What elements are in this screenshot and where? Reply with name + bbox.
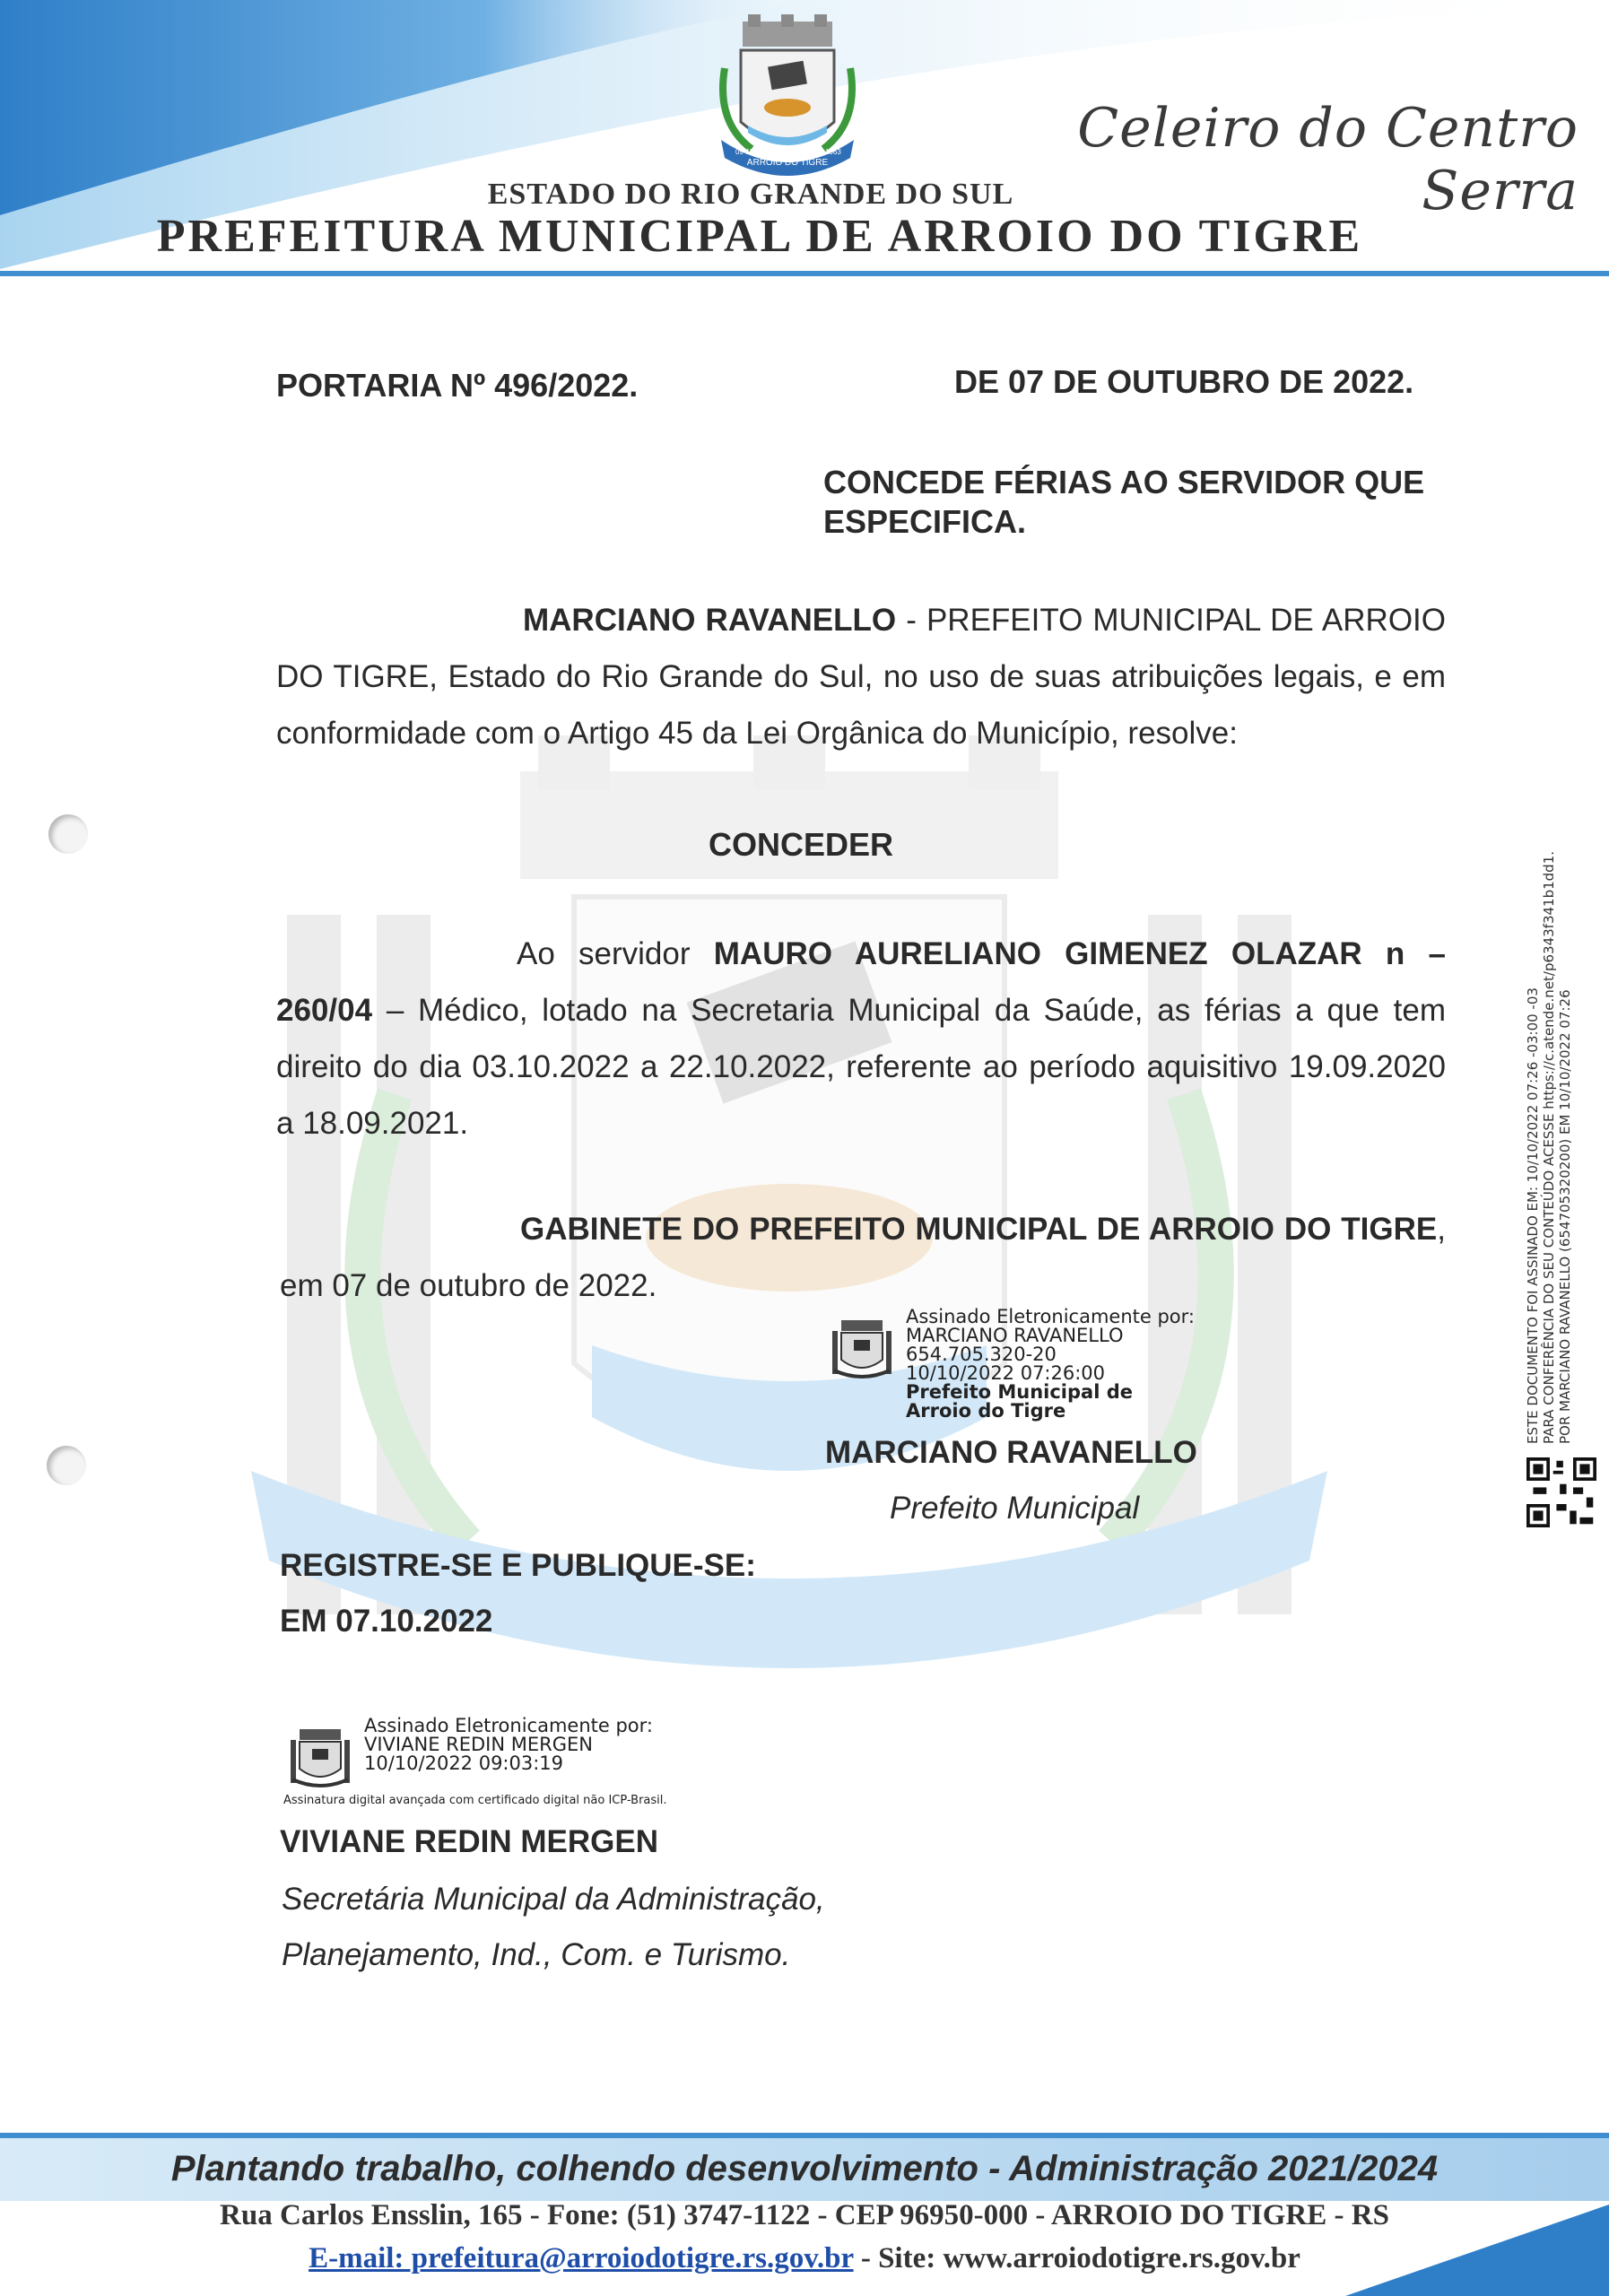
intro-text-2: ARROIO DO TIGRE, Estado do Rio Grande do Sul, no uso de suas atribuições legais, e em conformidade com o Artigo 45 da Lei Orgânica do Município, resolve: xyxy=(276,603,1446,751)
portaria-date: DE 07 DE OUTUBRO DE 2022. xyxy=(954,363,1414,400)
header-prefeitura: PREFEITURA MUNICIPAL DE ARROIO DO TIGRE xyxy=(156,211,1363,262)
signature-seal-icon xyxy=(831,1318,893,1381)
esig2-label: Assinado Eletronicamente por: xyxy=(364,1715,653,1736)
publish-date: EM 07.10.2022 xyxy=(280,1604,493,1639)
footer-motto: Plantando trabalho, colhendo desenvolvimento - Administração 2021/2024 xyxy=(170,2149,1439,2188)
punch-hole-top xyxy=(48,814,88,854)
esig1-org-2: Arroio do Tigre xyxy=(906,1400,1066,1422)
grant-paragraph xyxy=(276,926,1446,1152)
registre-publique: REGISTRE-SE E PUBLIQUE-SE: xyxy=(280,1548,756,1583)
crest-date-right: 1963 xyxy=(825,148,841,156)
signer1-title: Prefeito Municipal xyxy=(890,1491,1140,1526)
esig1-id: 654.705.320-20 xyxy=(906,1344,1057,1365)
esig2-note: Assinatura digital avançada com certificado digital não ICP-Brasil. xyxy=(283,1794,667,1807)
signature-seal-icon xyxy=(289,1727,352,1790)
side-line-3: POR MARCIANO RAVANELLO (654705320200) EM 10/10/2022 07:26 xyxy=(1557,989,1573,1444)
punch-hole-bottom xyxy=(47,1446,86,1485)
signer2-title-1: Secretária Municipal da Administração, xyxy=(282,1882,825,1917)
portaria-number: PORTARIA Nº 496/2022. xyxy=(276,367,639,404)
footer-site: - Site: www.arroiodotigre.rs.gov.br xyxy=(853,2242,1300,2274)
signer2-name: VIVIANE REDIN MERGEN xyxy=(280,1824,658,1859)
municipal-crest-icon xyxy=(716,14,859,185)
grant-pre: Ao servidor xyxy=(517,936,691,971)
esig1-org-1: Prefeito Municipal de xyxy=(906,1381,1133,1403)
gabinete-paragraph xyxy=(280,1201,1446,1314)
server-name: MAURO AURELIANO GIMENEZ OLAZAR n – 260/04 xyxy=(276,936,1446,1028)
intro-mayor-name: MARCIANO RAVANELLO xyxy=(523,603,897,638)
gabinete-date: , em 07 de outubro de 2022. xyxy=(280,1212,1446,1303)
esig1-name: MARCIANO RAVANELLO xyxy=(906,1325,1124,1346)
esig1-label: Assinado Eletronicamente por: xyxy=(906,1306,1195,1327)
conceder-heading: CONCEDER xyxy=(709,826,894,863)
footer-email-link[interactable]: E-mail: prefeitura@arroiodotigre.rs.gov.br xyxy=(309,2242,854,2274)
signer1-name: MARCIANO RAVANELLO xyxy=(825,1435,1197,1470)
qr-code-icon[interactable] xyxy=(1526,1457,1596,1527)
side-verification xyxy=(1525,851,1573,1444)
esig2-datetime: 10/10/2022 09:03:19 xyxy=(364,1752,564,1774)
header-state: ESTADO DO RIO GRANDE DO SUL xyxy=(487,178,1014,211)
esig2-name: VIVIANE REDIN MERGEN xyxy=(364,1734,593,1755)
header-slogan: Celeiro do Centro Serra xyxy=(1077,97,1579,222)
grant-text: – Médico, lotado na Secretaria Municipal da Saúde, as férias a que tem direito do dia 03.10.2022 a 22.10.2022, referente ao período aquisitivo 19.09.2020 a 18.09.2021. xyxy=(276,993,1446,1141)
side-line-2: PARA CONFERÊNCIA DO SEU CONTEÚDO ACESSE https://c.atende.net/p6343f341b1dd1. xyxy=(1541,850,1557,1444)
signer2-title-2: Planejamento, Ind., Com. e Turismo. xyxy=(282,1937,791,1972)
intro-paragraph xyxy=(276,592,1446,761)
ementa-line-1: CONCEDE FÉRIAS AO SERVIDOR QUE xyxy=(823,464,1425,500)
esig1-datetime: 10/10/2022 07:26:00 xyxy=(906,1362,1106,1384)
intro-text-1: - PREFEITO MUNICIPAL DE xyxy=(906,603,1314,638)
crest-date-left: 09-11 xyxy=(735,148,753,156)
ementa-line-2: ESPECIFICA. xyxy=(823,503,1027,540)
footer-contact xyxy=(0,2242,1609,2275)
side-line-1: ESTE DOCUMENTO FOI ASSINADO EM: 10/10/2022 07:26 -03:00 -03 xyxy=(1525,987,1541,1444)
gabinete-bold: GABINETE DO PREFEITO MUNICIPAL DE ARROIO DO TIGRE xyxy=(520,1212,1438,1247)
footer-address: Rua Carlos Ensslin, 165 - Fone: (51) 3747-1122 - CEP 96950-000 - ARROIO DO TIGRE - RS xyxy=(220,2199,1389,2231)
crest-banner-text: ARROIO DO TIGRE xyxy=(746,158,829,168)
